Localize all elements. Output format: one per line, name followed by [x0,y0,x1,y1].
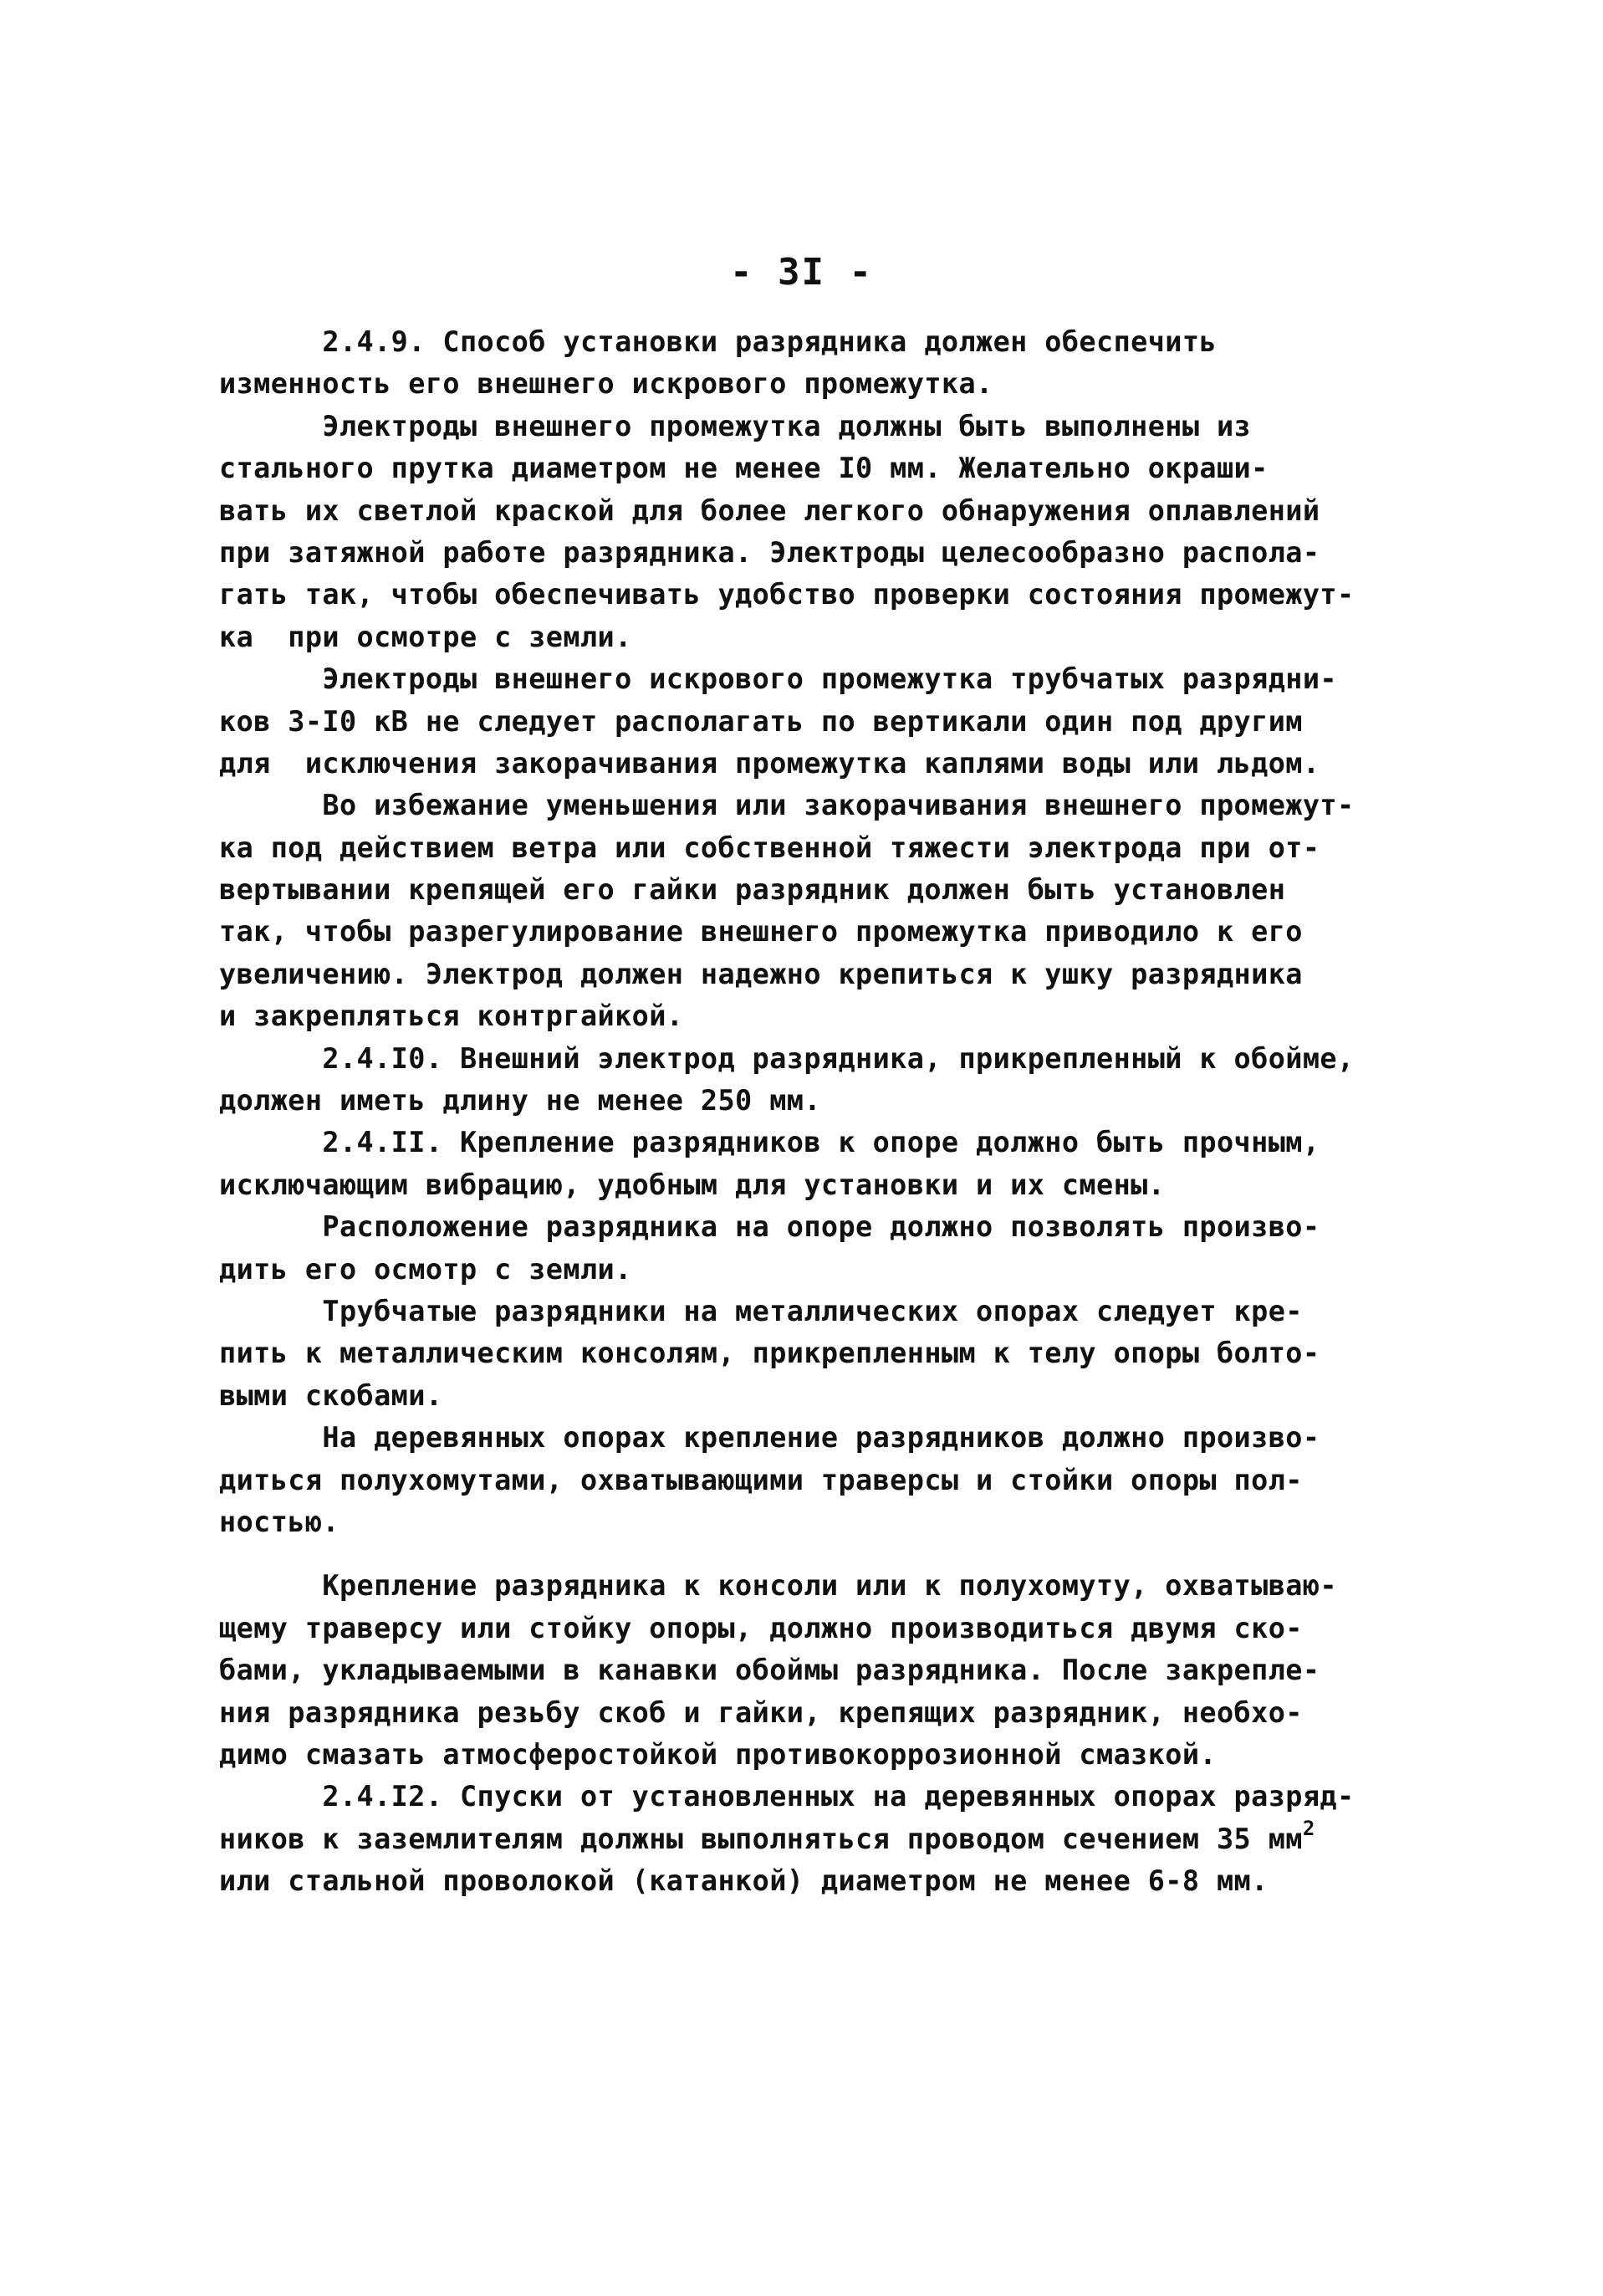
text-line: стального прутка диаметром не менее I0 мм. Желательно окраши- [219,452,1269,485]
text-line: изменность его внешнего искрового промежутка. [219,367,993,401]
text-line: должен иметь длину не менее 250 мм. [219,1084,821,1117]
superscript: 2 [1302,1816,1315,1840]
text-line: исключающим вибрацию, удобным для установки и их смены. [219,1168,1166,1201]
text-line: так, чтобы разрегулирование внешнего промежутка приводило к его [219,915,1303,949]
text-line: ка при осмотре с земли. [219,620,632,653]
text-line: дить его осмотр с земли. [219,1252,632,1286]
text-line: ка под действием ветра или собственной тяжести электрода при от- [219,831,1320,864]
text-line: На деревянных опорах крепление разрядников должно произво- [219,1421,1320,1455]
text-line: 2.4.II. Крепление разрядников к опоре должно быть прочным, [219,1126,1320,1159]
paragraph-gap [219,1543,1340,1565]
text-line: или стальной проволокой (катанкой) диаметром не менее 6-8 мм. [219,1864,1269,1898]
text-line: бами, укладываемыми в канавки обоймы разрядника. После закрепле- [219,1654,1320,1687]
text-line: ков 3-I0 кВ не следует располагать по вертикали один под другим [219,704,1303,738]
text-line: ностью. [219,1505,339,1538]
text-line: Расположение разрядника на опоре должно позволять произво- [219,1210,1320,1244]
text-line: вертывании крепящей его гайки разрядник должен быть установлен [219,873,1286,907]
page-number: - 3I - [730,251,873,294]
text-line: Электроды внешнего искрового промежутка трубчатых разрядни- [219,662,1337,696]
text-line: Крепление разрядника к консоли или к полухомуту, охватываю- [219,1569,1337,1603]
text-line: пить к металлическим консолям, прикрепленным к телу опоры болто- [219,1337,1320,1370]
text-line: гать так, чтобы обеспечивать удобство проверки состояния промежут- [219,578,1355,611]
text-line: димо смазать атмосферостойкой противокоррозионной смазкой. [219,1737,1217,1771]
text-line: щему траверсу или стойку опоры, должно производиться двумя ско- [219,1611,1303,1644]
text-line: вать их светлой краской для более легкого обнаружения оплавлений [219,493,1320,527]
text-line: ния разрядника резьбу скоб и гайки, крепящих разрядник, необхо- [219,1695,1303,1729]
text-line: 2.4.I0. Внешний электрод разрядника, прикрепленный к обойме, [219,1041,1355,1075]
text-line: 2.4.9. Способ установки разрядника должен обеспечить [219,325,1217,358]
text-line: диться полухомутами, охватывающими траверсы и стойки опоры пол- [219,1463,1303,1496]
text-line: 2.4.I2. Спуски от установленных на деревянных опорах разряд- [219,1780,1355,1813]
text-line: выми скобами. [219,1378,443,1412]
text-line: увеличению. Электрод должен надежно крепиться к ушку разрядника [219,957,1303,990]
body-text [219,321,1355,1902]
text-line-with-superscript [219,1818,1340,1860]
text-line-content: ников к заземлителям должны выполняться проводом сечением 35 мм [219,1822,1303,1855]
text-line: и закрепляться контргайкой. [219,1000,684,1033]
text-line: Электроды внешнего промежутка должны быть выполнены из [219,409,1252,442]
text-line: для исключения закорачивания промежутка каплями воды или льдом. [219,746,1320,780]
text-line: Трубчатые разрядники на металлических опорах следует кре- [219,1294,1303,1327]
text-line: Во избежание уменьшения или закорачивания внешнего промежут- [219,789,1355,822]
text-line: при затяжной работе разрядника. Электроды целесообразно распола- [219,535,1320,569]
